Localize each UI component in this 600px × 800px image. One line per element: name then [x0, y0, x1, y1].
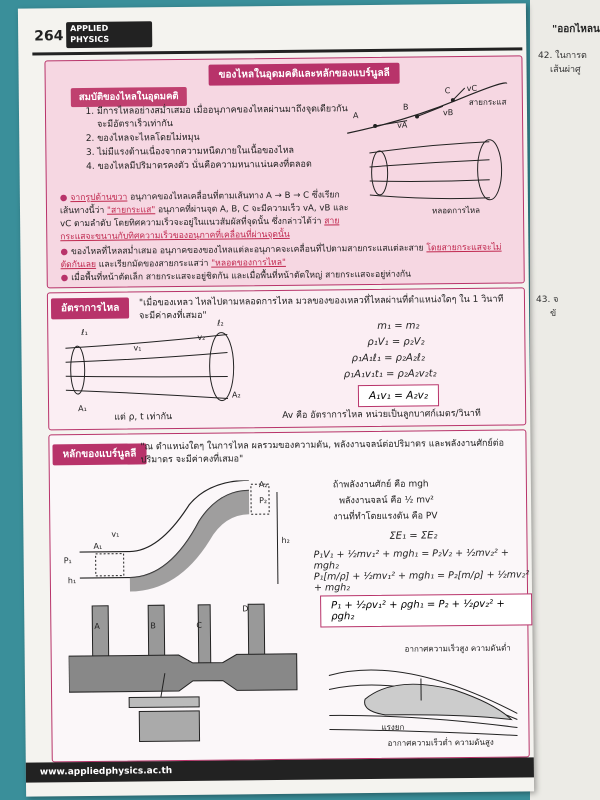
- height2-label: h₂: [281, 535, 290, 545]
- next-page: [530, 0, 600, 800]
- pressure-work-text: งานที่ทำโดยแรงดัน คือ PV: [333, 511, 438, 523]
- next-page-q43b: ขั: [550, 309, 557, 319]
- bernoulli-derivation-1: P₁V₁ + ½mv₁² + mgh₁ = P₂V₂ + ½mv₂² + mgh₂: [313, 547, 509, 572]
- flow-tube-diagram: [359, 135, 520, 207]
- area-length-equation: ρ₁A₁ℓ₁ = ρ₂A₂ℓ₂: [351, 352, 426, 365]
- airfoil-bottom-label: อากาศความเร็วต่ำ ความดันสูง: [387, 737, 494, 748]
- velocity-c-label: vC: [466, 83, 478, 93]
- list-item: 4. ของไหลมีปริมาตรคงตัว นั่นคือความหนาแน่นคงที่ตลอด: [97, 158, 353, 174]
- list-item: 3. ไม่มีแรงต้านเนื่องจากความหนืดภายในเนื้อของไหล: [97, 144, 353, 160]
- bullet-streamline: ● จากรูปด้านขวา อนุภาคของไหลเคลื่อนที่ตามเส้นทาง A → B → C ซึ่งเรียกเส้นทางนี้ว่า "สายกระแส" อนุภาคที่ผ่านจุด A, B, C จะมีความเร็ว vA, vB และ vC ตามลำดับ โดยทิศความเร็วจะอยู่ในแนวสัมผัสที่จุดนั้น ซึ่งกล่าวได้ว่า สายกระแสจะขนานกับทิศความเร็วของอนุภาคที่เคลื่อนที่ผ่านจุดนั้น: [60, 189, 351, 244]
- page-number: 264: [34, 28, 64, 45]
- energy-conservation-equation: ΣE₁ = ΣE₂: [389, 530, 438, 542]
- next-page-title: "ออกไหลน: [552, 24, 600, 35]
- flow-rate-tube-diagram: [57, 326, 258, 408]
- tube-a-label: A: [94, 621, 100, 631]
- mass-equation: m₁ = m₂: [377, 320, 420, 332]
- volume-equation: ρ₁V₁ = ρ₂V₂: [367, 336, 425, 349]
- flow-rate-quote: "เมื่อของเหลว ไหลไปตามหลอดการไหล มวลของของเหลวที่ไหลผ่านที่ตำแหน่งใดๆ ใน 1 วินาที จะมีค่าคงที่เสมอ": [138, 294, 504, 322]
- continuity-equation-box: A₁v₁ = A₂v₂: [358, 384, 439, 407]
- length1-label: ℓ₁: [81, 327, 88, 338]
- next-page-q42b: เส้นผ่าศู: [550, 65, 581, 75]
- tube-c-label: C: [196, 620, 202, 630]
- flow-rate-definition: Av คือ อัตราการไหล หน่วยเป็นลูกบาศก์เมตร/วินาที: [282, 408, 481, 421]
- streamline-label: สายกระแส: [468, 97, 507, 107]
- section3-title: หลักของแบร์นูลลี: [52, 443, 146, 465]
- pipe-area2-label: A₂: [258, 480, 268, 490]
- kinetic-energy-text: พลังงานจลน์ คือ ½ mv²: [339, 495, 434, 507]
- applied-physics-logo: APPLIED PHYSICS: [66, 21, 152, 48]
- pressure1-label: P₁: [63, 556, 72, 566]
- venturi-tubes-diagram: [68, 600, 300, 752]
- pipe-area1-label: A₁: [93, 541, 103, 551]
- bernoulli-equation-box: P₁ + ½ρv₁² + ρgh₁ = P₂ + ½ρv₂² + ρgh₂: [320, 593, 532, 627]
- height1-label: h₁: [67, 576, 77, 586]
- pipe-velocity1-label: v₁: [111, 529, 120, 539]
- same-density-note: แต่ ρ, t เท่ากัน: [114, 412, 173, 423]
- point-a-label: A: [352, 111, 359, 121]
- velocity-a-label: vA: [397, 120, 408, 130]
- bernoulli-pipe-diagram: [59, 480, 290, 592]
- flow-tube-label: หลอดการไหล: [431, 205, 481, 216]
- point-c-label: C: [444, 86, 451, 96]
- area-velocity-time-equation: ρ₁A₁v₁t₁ = ρ₂A₂v₂t₂: [343, 368, 437, 381]
- bullet-steady-flow: ● ของไหลที่ไหลสม่ำเสมอ อนุภาคของของไหลแต่ละอนุภาคจะเคลื่อนที่ไปตามสายกระแสแต่ละสาย โดยสายกระแสจะไม่ตัดกันเลย และเรียกมัดของสายกระแสว่า "หลอดของการไหล": [60, 242, 510, 273]
- section1-title: ของไหลในอุดมคติและหลักของแบร์นูลลี: [208, 63, 399, 86]
- section1-subtitle: สมบัติของไหลในอุดมคติ: [71, 87, 187, 107]
- next-page-q43: 43. จ: [536, 295, 559, 305]
- tube-b-label: B: [150, 621, 156, 631]
- airfoil-diagram: [325, 643, 522, 745]
- tube-d-label: D: [242, 604, 249, 614]
- velocity2-label: v₂: [197, 332, 206, 342]
- airfoil-top-label: อากาศความเร็วสูง ความดันต่ำ: [404, 643, 511, 654]
- footer-url: www.appliedphysics.ac.th: [26, 757, 534, 782]
- area1-label: A₁: [78, 403, 87, 414]
- book-page: [18, 3, 534, 796]
- potential-energy-text: ถ้าพลังงานศักย์ คือ mgh: [332, 479, 429, 491]
- section2-title: อัตราการไหล: [51, 298, 129, 320]
- point-b-label: B: [402, 102, 409, 112]
- ideal-fluid-properties-list: [83, 103, 354, 175]
- bernoulli-quote: "ณ ตำแหน่งใดๆ ในการไหล ผลรวมของความดัน, พลังงานจลน์ต่อปริมาตร และพลังงานศักย์ต่อปริมาตร จะมีค่าคงที่เสมอ": [140, 438, 505, 466]
- length2-label: ℓ₂: [217, 318, 224, 328]
- next-page-q42: 42. ในการต: [538, 51, 587, 61]
- bernoulli-derivation-2: P₁[m/ρ] + ½mv₁² + mgh₁ = P₂[m/ρ] + ½mv₂² + mgh₂: [313, 569, 530, 594]
- lift-label: แรงยก: [381, 722, 405, 732]
- bullet-cross-section: ● เมื่อพื้นที่หน้าตัดเล็ก สายกระแสจะอยู่ชิดกัน และเมื่อพื้นที่หน้าตัดใหญ่ สายกระแสจะอยู่ห่างกัน: [61, 268, 511, 286]
- area2-label: A₂: [231, 390, 241, 400]
- velocity-b-label: vB: [442, 108, 454, 118]
- velocity1-label: v₁: [133, 343, 142, 353]
- list-item: 1. มีการไหลอย่างสม่ำเสมอ เมื่ออนุภาคของไหลผ่านมาถึงจุดเดียวกันจะมีอัตราเร็วเท่ากัน: [97, 103, 353, 132]
- list-item: 2. ของไหลจะไหลโดยไม่หมุน: [97, 130, 353, 146]
- pressure2-label: P₂: [259, 496, 268, 506]
